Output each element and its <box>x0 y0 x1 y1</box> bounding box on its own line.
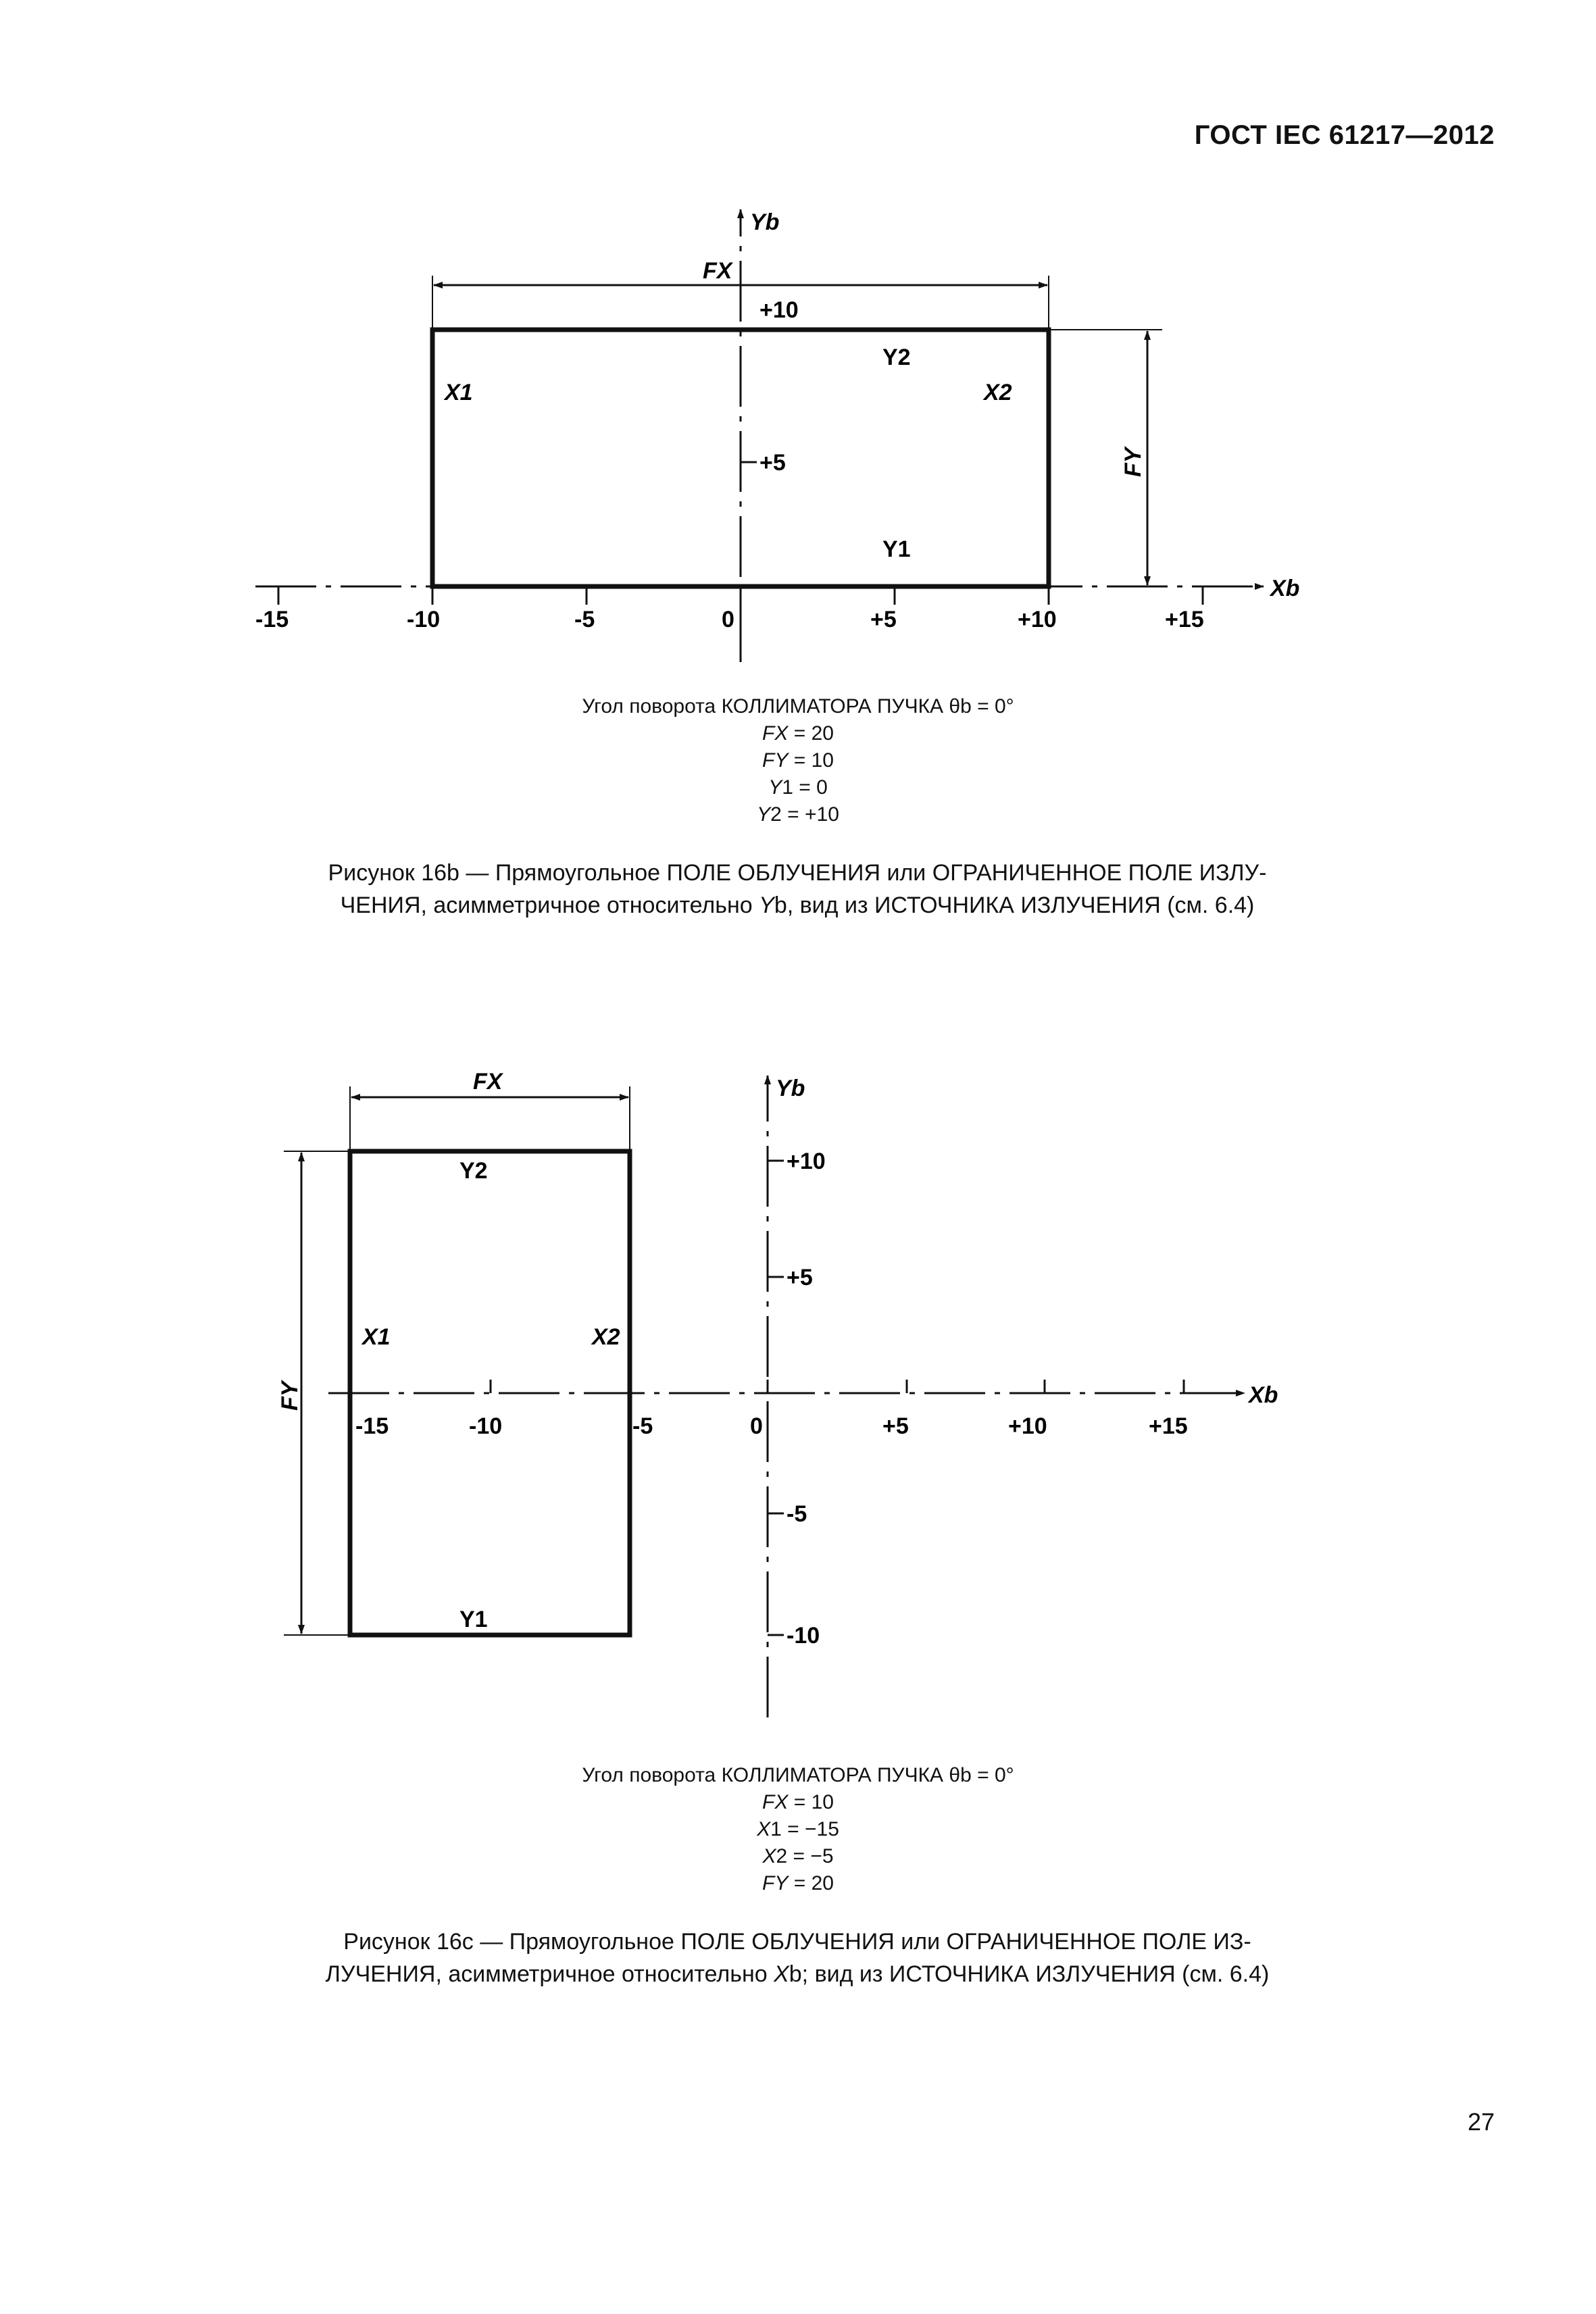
svg-text:-10: -10 <box>469 1413 503 1439</box>
svg-text:-5: -5 <box>787 1501 807 1527</box>
fy-label: FY <box>277 1381 303 1411</box>
x-axis-ticks <box>350 1380 1184 1393</box>
figure-16b-params <box>0 693 1596 828</box>
x1-jaw-label: X1 <box>362 1324 391 1350</box>
y1-jaw-label: Y1 <box>459 1607 488 1632</box>
y-tick-label-plus5: +5 <box>759 450 786 476</box>
svg-text:+5: +5 <box>882 1413 909 1439</box>
figure-16b-caption: Рисунок 16b — Прямоугольное ПОЛЕ ОБЛУЧЕНИЯ или ОГРАНИЧЕННОЕ ПОЛЕ ИЗЛУ- ЧЕНИЯ, асимметричное относительно Yb, вид из ИСТОЧНИКА ИЗЛУЧЕНИЯ (см. 6.4) <box>328 860 1267 918</box>
fx-label: FX <box>473 1069 503 1095</box>
svg-text:-5: -5 <box>574 607 595 632</box>
svg-text:-15: -15 <box>355 1413 389 1439</box>
fy-label: FY <box>1120 447 1146 477</box>
y-axis-label: Yb <box>750 209 780 235</box>
svg-text:+15: +15 <box>1149 1413 1188 1439</box>
y2-jaw-label: Y2 <box>882 345 911 370</box>
param-line: FY = 20 <box>762 1872 834 1894</box>
y-tick-labels <box>787 1149 826 1649</box>
figure-16c-caption: Рисунок 16c — Прямоугольное ПОЛЕ ОБЛУЧЕНИЯ или ОГРАНИЧЕННОЕ ПОЛЕ ИЗ- ЛУЧЕНИЯ, асимметричное относительно Xb; вид из ИСТОЧНИКА ИЗЛУЧЕНИЯ (см. 6.4) <box>325 1929 1270 1987</box>
svg-text:-10: -10 <box>407 607 441 632</box>
svg-text:+10: +10 <box>787 1149 826 1174</box>
svg-text:+5: +5 <box>870 607 897 632</box>
x-axis-label: Xb <box>1270 576 1300 601</box>
param-line: Угол поворота КОЛЛИМАТОРА ПУЧКА θb = 0° <box>582 1764 1014 1786</box>
svg-text:+10: +10 <box>1018 607 1057 632</box>
param-line: FX = 10 <box>762 1791 834 1813</box>
param-line: Y2 = +10 <box>757 803 839 826</box>
param-line: Y1 = 0 <box>768 776 828 799</box>
svg-text:-15: -15 <box>255 607 289 632</box>
x1-jaw-label: X1 <box>445 380 473 405</box>
x2-jaw-label: X2 <box>592 1324 620 1350</box>
x-tick-labels <box>355 1413 1188 1439</box>
y-axis-ticks <box>768 1161 784 1635</box>
x-axis-ticks <box>278 586 1203 605</box>
y2-jaw-label: Y2 <box>459 1158 488 1184</box>
param-line: X2 = −5 <box>762 1845 834 1867</box>
svg-text:-10: -10 <box>787 1623 820 1649</box>
figure-16c-diagram <box>0 1054 1596 1736</box>
x2-jaw-label: X2 <box>984 380 1012 405</box>
y-axis-label: Yb <box>776 1076 805 1101</box>
figure-16b-diagram <box>0 0 1596 682</box>
param-line: FY = 10 <box>762 749 834 772</box>
page-number: 27 <box>1467 2108 1495 2136</box>
figure-16c-params <box>0 1762 1596 1897</box>
svg-text:+15: +15 <box>1165 607 1204 632</box>
x-tick-labels <box>255 607 1204 632</box>
document-header: ГОСТ IEC 61217—2012 <box>1194 120 1495 150</box>
fx-label: FX <box>703 258 732 284</box>
svg-text:+10: +10 <box>1008 1413 1047 1439</box>
param-line: Угол поворота КОЛЛИМАТОРА ПУЧКА θb = 0° <box>582 695 1014 718</box>
svg-text:+5: +5 <box>787 1265 813 1290</box>
y1-jaw-label: Y1 <box>882 536 911 562</box>
svg-text:0: 0 <box>722 607 734 632</box>
param-line: X1 = −15 <box>757 1818 839 1840</box>
svg-text:-5: -5 <box>632 1413 653 1439</box>
x-axis-label: Xb <box>1249 1382 1278 1408</box>
param-line: FX = 20 <box>762 722 834 745</box>
y-tick-label-plus10: +10 <box>759 297 799 323</box>
svg-text:0: 0 <box>750 1413 763 1439</box>
